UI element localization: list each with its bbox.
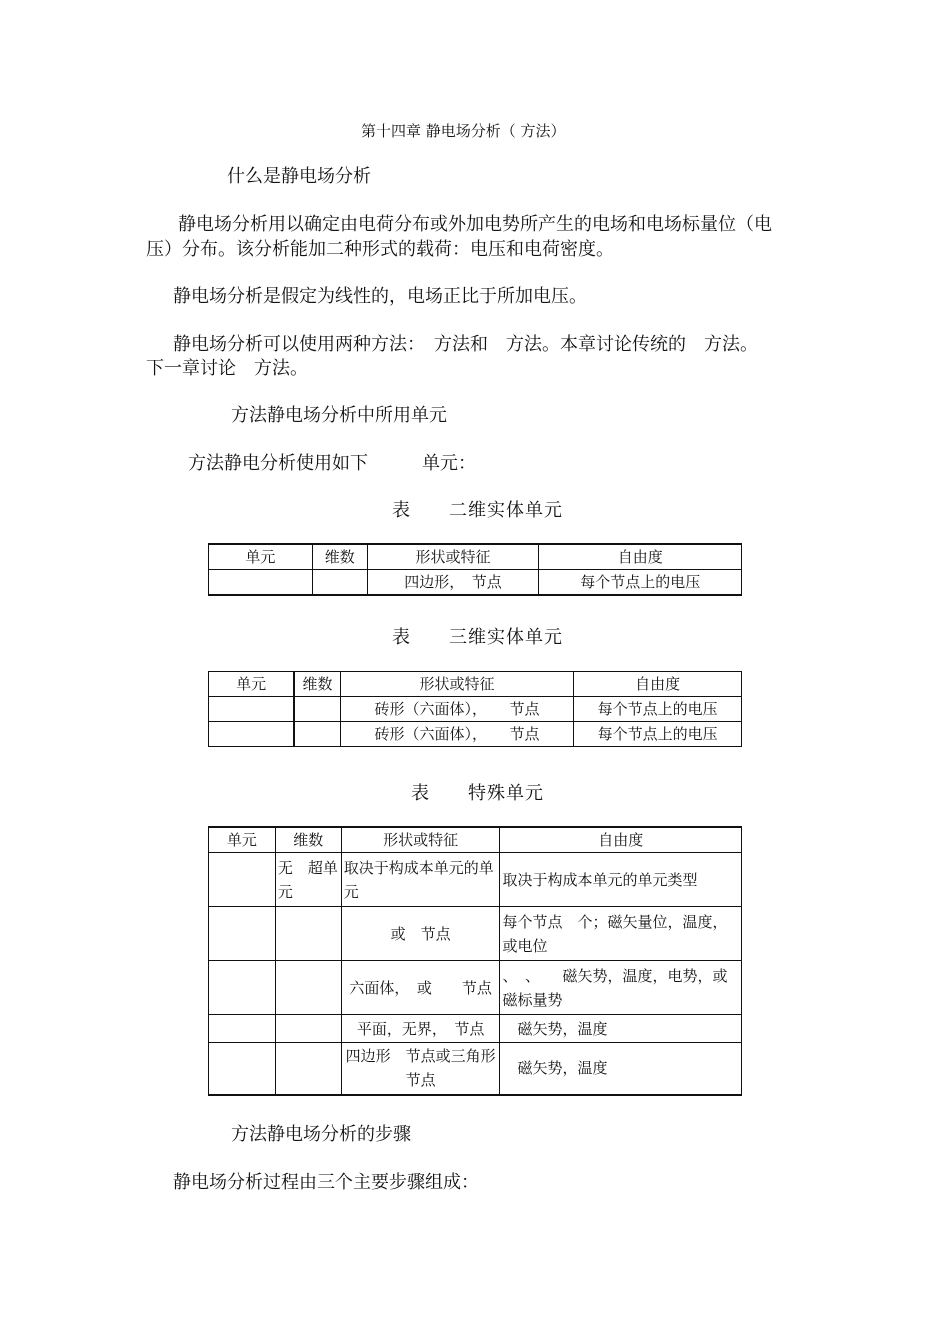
table2-cell: 砖形（六面体）， 节点 bbox=[340, 697, 574, 722]
table3-cell: 四边形 节点或三角形 节点 bbox=[341, 1043, 500, 1095]
table1-cell bbox=[209, 570, 313, 596]
table3-cell: 磁矢势，温度 bbox=[500, 1043, 742, 1095]
table2-cell: 每个节点上的电压 bbox=[574, 722, 742, 747]
table2-cell: 每个节点上的电压 bbox=[574, 697, 742, 722]
table3-cell: 或 节点 bbox=[341, 907, 500, 961]
table3-caption: 表 特殊单元 bbox=[411, 783, 544, 804]
table3-cell bbox=[209, 853, 276, 907]
table3-cell: 平面，无界， 节点 bbox=[341, 1015, 500, 1043]
table3-header-dimension: 维数 bbox=[275, 827, 341, 853]
table2-header-shape: 形状或特征 bbox=[340, 672, 574, 697]
paragraph-methods-line2: 下一章讨论 方法。 bbox=[146, 358, 308, 379]
table1-header-dimension: 维数 bbox=[312, 544, 367, 570]
paragraph-intro-line2: 压）分布。该分析能加二种形式的载荷：电压和电荷密度。 bbox=[146, 239, 614, 260]
table3-cell: 无 超单元 bbox=[275, 853, 341, 907]
table3-cell: 取决于构成本单元的单元 bbox=[341, 853, 500, 907]
table2-header-dimension: 维数 bbox=[294, 672, 340, 697]
section-heading-steps: 方法静电场分析的步骤 bbox=[231, 1124, 411, 1145]
table3-cell: 六面体， 或 节点 bbox=[341, 961, 500, 1015]
paragraph-steps-intro: 静电场分析过程由三个主要步骤组成： bbox=[173, 1172, 479, 1193]
paragraph-methods-line1: 静电场分析可以使用两种方法： 方法和 方法。本章讨论传统的 方法。 bbox=[173, 334, 758, 355]
table-3d-solid-elements bbox=[208, 671, 742, 747]
table2-cell bbox=[294, 722, 340, 747]
paragraph-intro-line1: 静电场分析用以确定由电荷分布或外加电势所产生的电场和电场标量位（电 bbox=[178, 214, 772, 235]
section-heading-elements: 方法静电场分析中所用单元 bbox=[231, 405, 447, 426]
table3-cell bbox=[275, 1043, 341, 1095]
table1-cell: 每个节点上的电压 bbox=[539, 570, 742, 596]
table3-cell bbox=[209, 1043, 276, 1095]
table2-header-element: 单元 bbox=[209, 672, 295, 697]
table2-caption: 表 三维实体单元 bbox=[392, 627, 563, 648]
table2-cell bbox=[294, 697, 340, 722]
table1-cell: 四边形， 节点 bbox=[367, 570, 539, 596]
table1-header-shape: 形状或特征 bbox=[367, 544, 539, 570]
table3-cell bbox=[275, 961, 341, 1015]
table-special-elements bbox=[208, 826, 742, 1096]
table1-caption: 表 二维实体单元 bbox=[392, 500, 563, 521]
table3-header-dof: 自由度 bbox=[500, 827, 742, 853]
table3-cell bbox=[275, 907, 341, 961]
table2-cell: 砖形（六面体）， 节点 bbox=[340, 722, 574, 747]
table-2d-solid-elements bbox=[208, 543, 742, 596]
table1-header-dof: 自由度 bbox=[539, 544, 742, 570]
table3-cell bbox=[209, 961, 276, 1015]
table3-cell: 取决于构成本单元的单元类型 bbox=[500, 853, 742, 907]
table3-cell bbox=[209, 907, 276, 961]
page-title: 第十四章 静电场分析（ 方法） bbox=[361, 122, 566, 140]
table3-cell bbox=[275, 1015, 341, 1043]
table1-header-element: 单元 bbox=[209, 544, 313, 570]
table3-header-element: 单元 bbox=[209, 827, 276, 853]
paragraph-linear: 静电场分析是假定为线性的，电场正比于所加电压。 bbox=[173, 286, 587, 307]
table3-header-shape: 形状或特征 bbox=[341, 827, 500, 853]
table3-cell: 每个节点 个；磁矢量位，温度，或电位 bbox=[500, 907, 742, 961]
section-heading-what-is: 什么是静电场分析 bbox=[227, 166, 371, 187]
table3-cell: 磁矢势，温度 bbox=[500, 1015, 742, 1043]
table2-header-dof: 自由度 bbox=[574, 672, 742, 697]
table3-cell: 、 、 磁矢势，温度，电势，或磁标量势 bbox=[500, 961, 742, 1015]
table2-cell bbox=[209, 697, 295, 722]
table3-cell bbox=[209, 1015, 276, 1043]
table1-cell bbox=[312, 570, 367, 596]
table2-cell bbox=[209, 722, 295, 747]
paragraph-elements-intro: 方法静电分析使用如下 单元： bbox=[188, 453, 476, 474]
